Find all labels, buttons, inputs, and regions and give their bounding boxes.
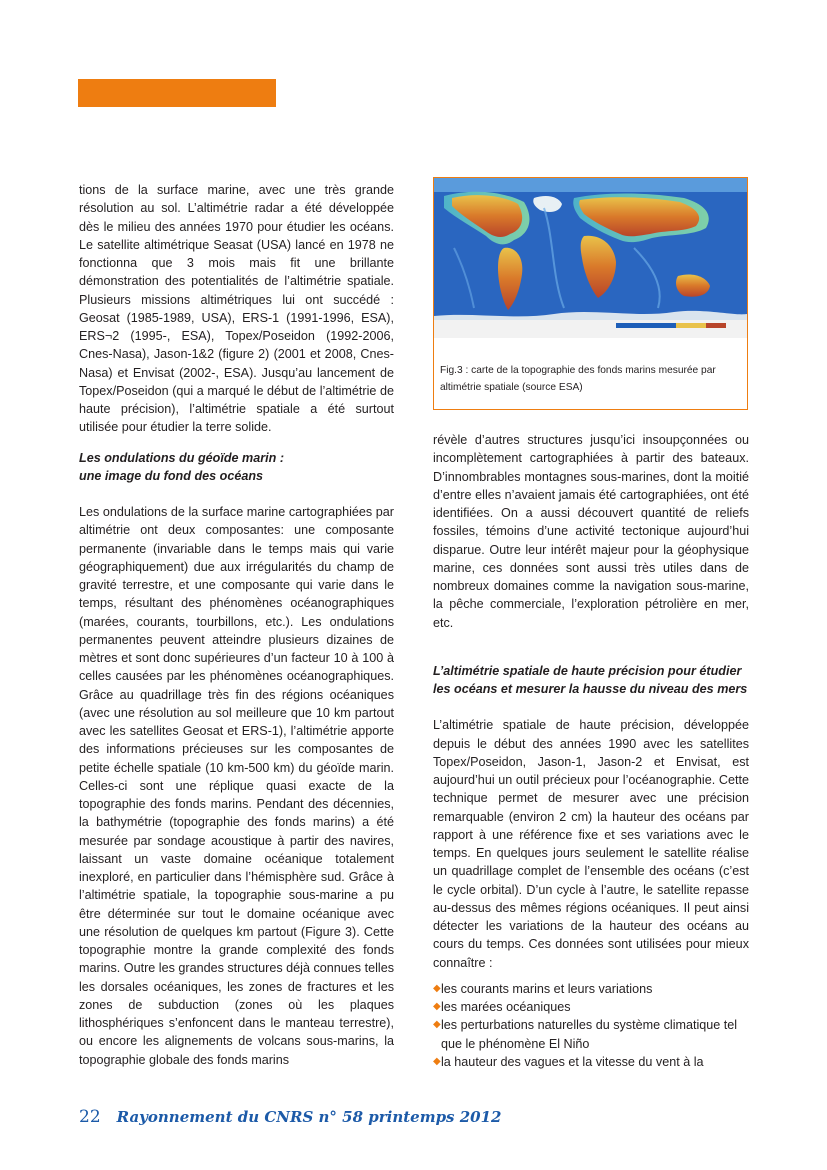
- section-heading-altimetry: [433, 662, 749, 699]
- list-item-text: les marées océaniques: [441, 1000, 571, 1014]
- world-map-graphic: [434, 178, 747, 338]
- list-item: [433, 980, 749, 998]
- seafloor-topography-map: [434, 178, 747, 338]
- paragraph-intro: tions de la surface marine, avec une très grande résolution au sol. L’altimétrie radar a été développée dès le milieu des années 1970 pour étudier les océans. Le satellite altimétrique Seasat (USA) lancé en 1978 ne fonctionna que 3 mois mais fit une brillante démonstration des potentialités de l’altimétrie spatiale. Plusieurs missions altimétriques lui ont succédé : Geosat (1985-1989, USA), ERS-1 (1991-1996, ESA), ERS¬2 (1995-, ESA), Topex/Poseidon (1992-2006, Cnes-Nasa), Jason-1&2 (figure 2) (2001 et 2008, Cnes-Nasa) et Envisat (2002-, ESA). Jusqu’au lancement de Topex/Poseidon (qui a marqué le début de l’altimétrie de haute précision), l’altimétrie spatiale a été surtout utilisée pour étudier la terre solide.: [79, 183, 394, 435]
- list-item-text: les perturbations naturelles du système climatique tel que le phénomène El Niño: [441, 1018, 738, 1051]
- diamond-bullet-icon: ◆: [433, 1001, 441, 1012]
- section-heading-altimetry-line1: L’altimétrie spatiale de haute précision pour étudier: [433, 663, 742, 678]
- diamond-bullet-icon: ◆: [433, 1055, 441, 1067]
- list-item-text: les courants marins et leurs variations: [441, 981, 653, 996]
- section-heading-altimetry-line2: les océans et mesurer la hausse du niveau des mers: [433, 682, 748, 696]
- section-heading-geoid-line2: une image du fond des océans: [79, 468, 264, 483]
- page-footer: [79, 1107, 501, 1127]
- page-number: 22: [79, 1107, 101, 1127]
- section-color-bar: [78, 79, 276, 107]
- diamond-bullet-icon: ◆: [433, 982, 441, 994]
- diamond-bullet-icon: ◆: [433, 1019, 441, 1031]
- section-heading-geoid: [79, 449, 394, 486]
- publication-title: Rayonnement du CNRS n° 58 printemps 2012: [116, 1108, 502, 1126]
- paragraph-altimetry: L’altimétrie spatiale de haute précision, développée depuis le début des années 1990 avec les satellites Topex/Poseidon, Jason-1, Jason-2 et Envisat, est aujourd’hui un outil précieux pour l’océanographie. Cette technique permet de mesurer avec une précision remarquable (environ 2 cm) la hauteur des océans par rapport à une référence fixe et ses variations avec le temps. En quelques jours seulement le satellite réalise un quadrillage complet de l’ensemble des océans (c’est le cycle orbital). D’un cycle à l’autre, le satellite repasse au-dessus des mêmes régions océaniques. Il peut ainsi détecter les variations de la hauteur des océans au cours du temps. Ces données sont utilisées pour mieux connaître :: [433, 718, 749, 970]
- list-item-text: la hauteur des vagues et la vitesse du vent à la: [441, 1054, 704, 1069]
- list-item: [433, 998, 749, 1016]
- left-column: [79, 181, 394, 1069]
- figure-caption: Fig.3 : carte de la topographie des fonds marins mesurée par altimétrie spatiale (source ESA): [440, 365, 716, 393]
- paragraph-geoid: Les ondulations de la surface marine cartographiées par altimétrie ont deux composantes: une composante permanente (invariable dans le temps mais qui varie géographiquement) due aux irrégularités du champ de gravité terrestre, et une composante qui varie dans le temps, résultant des phénomènes océanographiques (marées, courants, tourbillons, etc.). Les ondulations permanentes peuvent atteindre plusieurs dizaines de mètres et sont donc supérieures d’un facteur 10 à 100 à celles causées par les phénomènes océanographiques. Grâce au quadrillage très fin des régions océaniques (avec une résolution au sol meilleure que 10 km partout avec les satellites Geosat et ERS-1), l’altimétrie apporte des informations précieuses sur les composantes de petite échelle spatiale (10 km-500 km) du géoïde marin. Celles-ci sont une réplique quasi exacte de la topographie des fonds marins. Pendant des décennies, la bathymétrie (topographie des fonds marins) a été mesurée par sondage acoustique à partir des navires, laissant un vaste domaine océanique totalement inexploré, en particulier dans l’hémisphère sud. Grâce à l’altimétrie spatiale, la topographie sous-marine a pu être déterminée sur tout le domaine océanique avec une résolution de quelques km partout (Figure 3). Cette topographie montre la grande complexité des fonds marins. Outre les grandes structures déjà connues telles les dorsales océaniques, les zones de fractures et les zones de subduction (zones où les plaques lithosphériques s’enfoncent dans le manteau terrestre), ou encore les alignements de volcans sous-marins, la topographie globale des fonds marins: [79, 505, 394, 1067]
- uses-list: [433, 980, 749, 1071]
- right-column: [433, 431, 749, 1071]
- paragraph-structures: révèle d’autres structures jusqu’ici insoupçonnées ou incomplètement cartographiées à partir des bateaux. D’innombrables montagnes sous-marines, dont la moitié d’entre elles n’avaient jamais été cartographiées, ont été identifiées. On a aussi découvert quantité de reliefs fossiles, témoins d’une activité tectonique aujourd’hui disparue. Outre leur intérêt majeur pour la géophysique marine, ces données sont aussi très utiles dans de nombreux domaines comme la navigation sous-marine, la pêche commerciale, l’exploration pétrolière en mer, etc.: [433, 433, 749, 630]
- list-item: [433, 1016, 749, 1053]
- list-item: [433, 1053, 749, 1071]
- figure-3: [433, 177, 748, 410]
- section-heading-geoid-line1: Les ondulations du géoïde marin :: [79, 450, 285, 465]
